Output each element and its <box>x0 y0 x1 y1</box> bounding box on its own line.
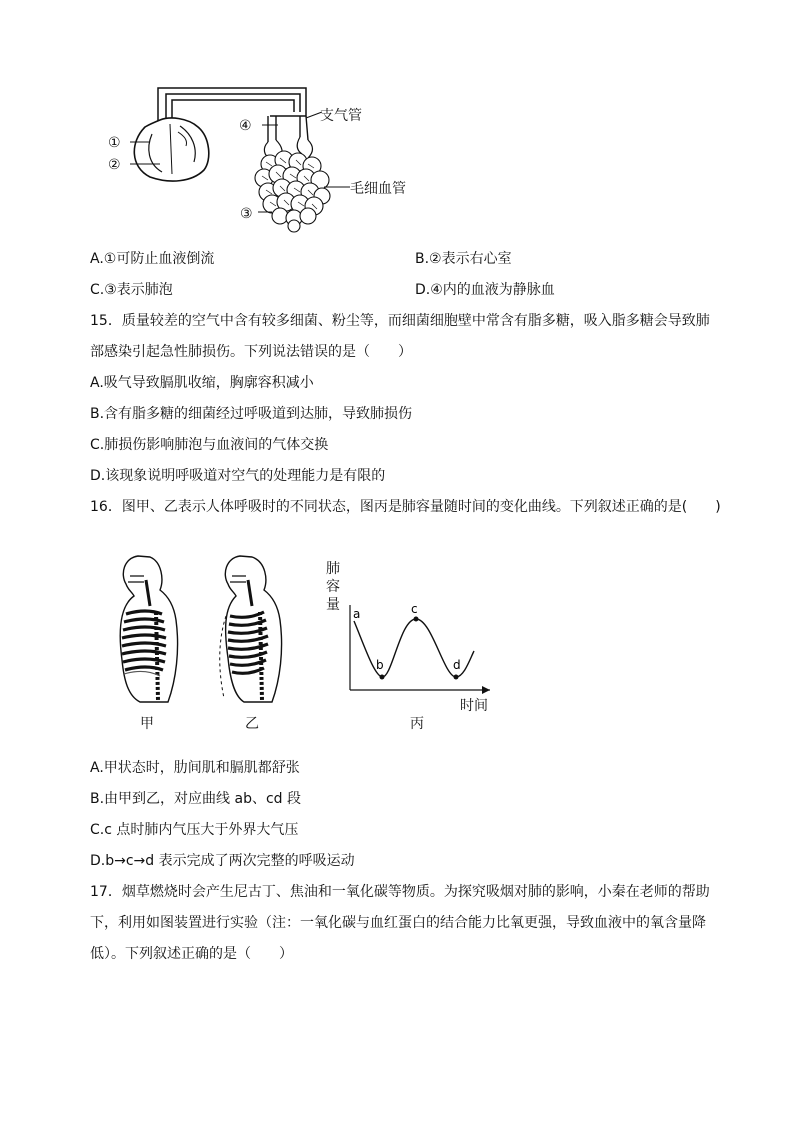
alveoli-cluster <box>255 151 330 232</box>
q17-line3: 低）。下列叙述正确的是（ ） <box>90 946 293 962</box>
x-axis-label: 时间 <box>460 698 488 714</box>
point-a-label: a <box>353 607 361 621</box>
q15-option-b[interactable]: B.含有脂多糖的细菌经过呼吸道到达肺，导致肺损伤 <box>90 406 413 422</box>
point-b <box>380 675 385 680</box>
label-jia: 甲 <box>140 716 154 732</box>
label-2: ② <box>108 157 121 173</box>
point-b-label: b <box>376 658 384 672</box>
label-yi: 乙 <box>245 716 259 732</box>
point-d-label: d <box>453 658 461 672</box>
heart-lung-diagram <box>100 82 430 237</box>
q16-stem: 16．图甲、乙表示人体呼吸时的不同状态，图丙是肺容量随时间的变化曲线。下列叙述正确的是( ) <box>90 499 721 515</box>
q14-option-d[interactable]: D.④内的血液为静脉血 <box>415 282 555 298</box>
label-bing: 丙 <box>410 716 424 732</box>
q15-option-d[interactable]: D.该现象说明呼吸道对空气的处理能力是有限的 <box>90 468 386 484</box>
label-3: ③ <box>240 206 253 222</box>
q14-option-b[interactable]: B.②表示右心室 <box>415 251 512 267</box>
q16-option-c[interactable]: C.c 点时肺内气压大于外界大气压 <box>90 822 299 838</box>
y-axis-label-1: 肺 <box>326 561 340 577</box>
label-bronchus: 支气管 <box>320 108 362 124</box>
q14-option-c[interactable]: C.③表示肺泡 <box>90 282 173 298</box>
torso-figure-jia <box>110 550 190 710</box>
q15-stem-line2: 部感染引起急性肺损伤。下列说法错误的是（ ） <box>90 344 412 360</box>
torso-figure-yi <box>210 550 294 710</box>
q17-line2: 下，利用如图装置进行实验（注：一氧化碳与血红蛋白的结合能力比氧更强，导致血液中的氧含量降 <box>90 915 706 931</box>
q15-option-c[interactable]: C.肺损伤影响肺泡与血液间的气体交换 <box>90 437 329 453</box>
point-d <box>454 675 459 680</box>
y-axis-label-3: 量 <box>326 597 340 613</box>
lung-volume-chart <box>320 555 500 715</box>
label-capillary: 毛细血管 <box>350 181 406 197</box>
q14-option-a[interactable]: A.①可防止血液倒流 <box>90 251 215 267</box>
q16-option-b[interactable]: B.由甲到乙，对应曲线 ab、cd 段 <box>90 791 302 807</box>
label-4: ④ <box>239 118 252 134</box>
q16-option-a[interactable]: A.甲状态时，肋间肌和膈肌都舒张 <box>90 760 300 776</box>
point-c <box>414 617 419 622</box>
y-axis-label-2: 容 <box>326 579 340 595</box>
point-c-label: c <box>411 602 418 616</box>
label-1: ① <box>108 135 121 151</box>
q16-option-d[interactable]: D.b→c→d 表示完成了两次完整的呼吸运动 <box>90 853 355 869</box>
q17-line1: 17．烟草燃烧时会产生尼古丁、焦油和一氧化碳等物质。为探究吸烟对肺的影响，小秦在老师的帮助 <box>90 884 710 900</box>
q15-stem-line1: 15．质量较差的空气中含有较多细菌、粉尘等，而细菌细胞壁中常含有脂多糖，吸入脂多糖会导致肺 <box>90 313 710 329</box>
q15-option-a[interactable]: A.吸气导致膈肌收缩，胸廓容积减小 <box>90 375 314 391</box>
